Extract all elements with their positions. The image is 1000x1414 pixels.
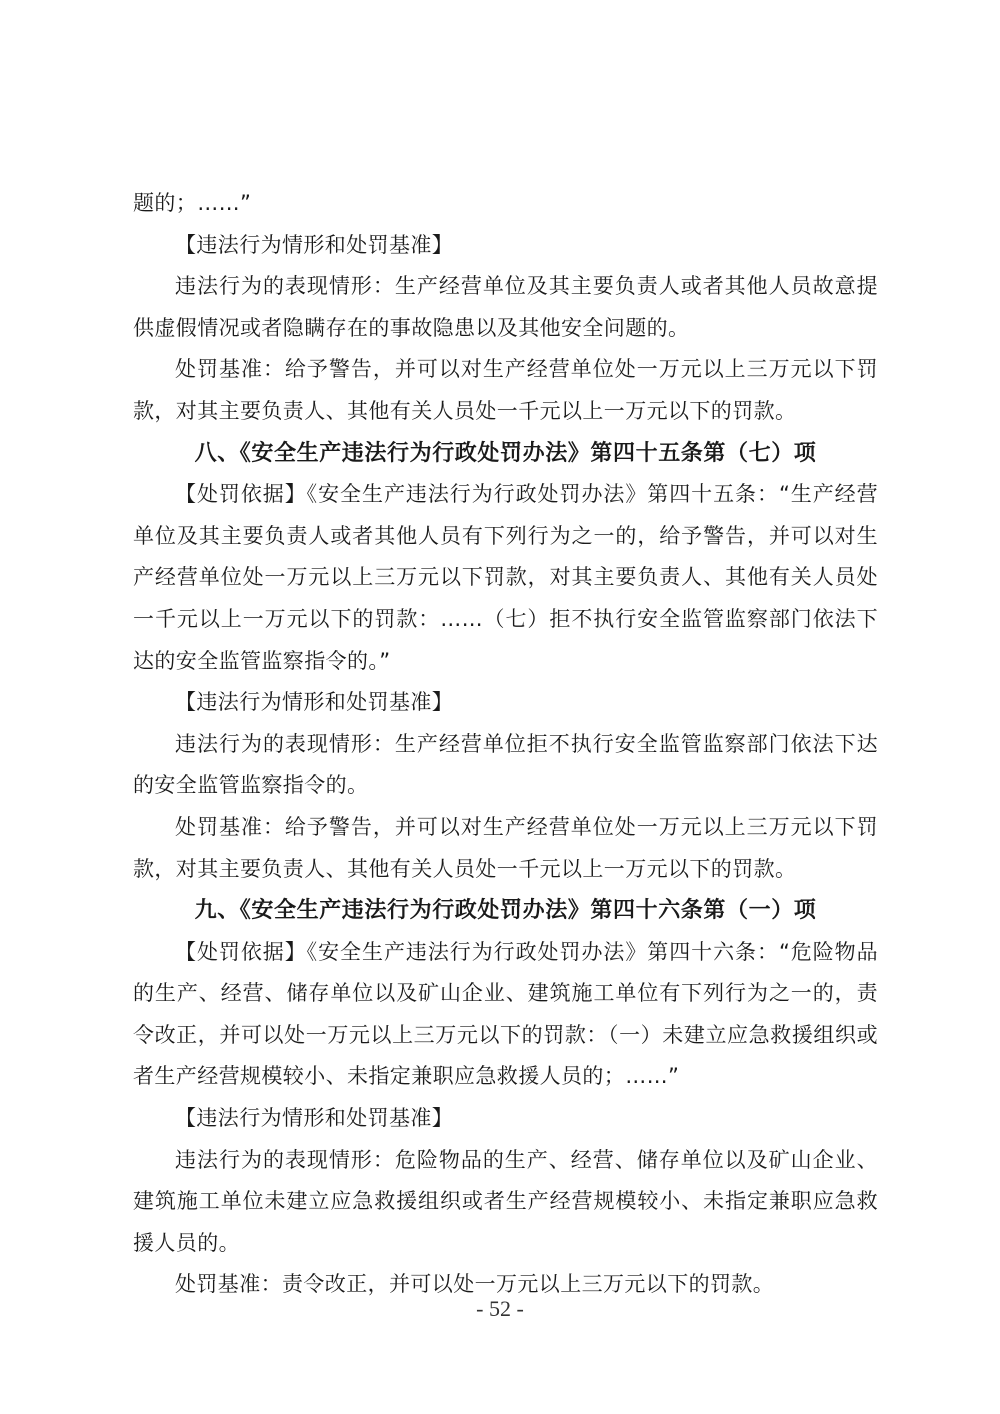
penalty-basis: 【处罚依据】《安全生产违法行为行政处罚办法》第四十六条：“危险物品的生产、经营、储存单位以及矿山企业、建筑施工单位有下列行为之一的，责令改正，并可以处一万元以上三万元以下的罚款：（一）未建立应急救援组织或者生产经营规模较小、未指定兼职应急救援人员的；……”: [133, 939, 878, 1089]
penalty-standard: 处罚基准：给予警告，并可以对生产经营单位处一万元以上三万元以下罚款，对其主要负责人、其他有关人员处一千元以上一万元以下的罚款。: [133, 357, 878, 423]
article-heading-8: 八、《安全生产违法行为行政处罚办法》第四十五条第（七）项: [194, 439, 817, 466]
violation-description: 违法行为的表现情形：生产经营单位及其主要负责人或者其他人员故意提供虚假情况或者隐瞒存在的事故隐患以及其他安全问题的。: [133, 274, 878, 340]
penalty-standard: 处罚基准：给予警告，并可以对生产经营单位处一万元以上三万元以下罚款，对其主要负责人、其他有关人员处一千元以上一万元以下的罚款。: [133, 814, 878, 881]
penalty-standard: 处罚基准：责令改正，并可以处一万元以上三万元以下的罚款。: [175, 1272, 775, 1297]
section-label: 【违法行为情形和处罚基准】: [175, 690, 454, 715]
violation-description: 违法行为的表现情形：生产经营单位拒不执行安全监管监察部门依法下达的安全监管监察指令的。: [133, 731, 878, 798]
page-number: - 52 -: [476, 1296, 524, 1321]
section-label: 【违法行为情形和处罚基准】: [175, 1106, 454, 1131]
penalty-basis: 【处罚依据】《安全生产违法行为行政处罚办法》第四十五条：“生产经营单位及其主要负责人或者其他人员有下列行为之一的，给予警告，并可以对生产经营单位处一万元以上三万元以下罚款，对其主要负责人、其他有关人员处一千元以上一万元以下的罚款：……（七）拒不执行安全监管监察部门依法下达的安全监管监察指令的。”: [133, 482, 878, 673]
section-label: 【违法行为情形和处罚基准】: [175, 232, 454, 257]
article-heading-9: 九、《安全生产违法行为行政处罚办法》第四十六条第（一）项: [194, 897, 817, 924]
document-body: [133, 183, 878, 1306]
violation-description: 违法行为的表现情形：危险物品的生产、经营、储存单位以及矿山企业、建筑施工单位未建立应急救援组织或者生产经营规模较小、未指定兼职应急救援人员的。: [133, 1147, 878, 1255]
continuation-text: 题的；……”: [133, 191, 252, 215]
